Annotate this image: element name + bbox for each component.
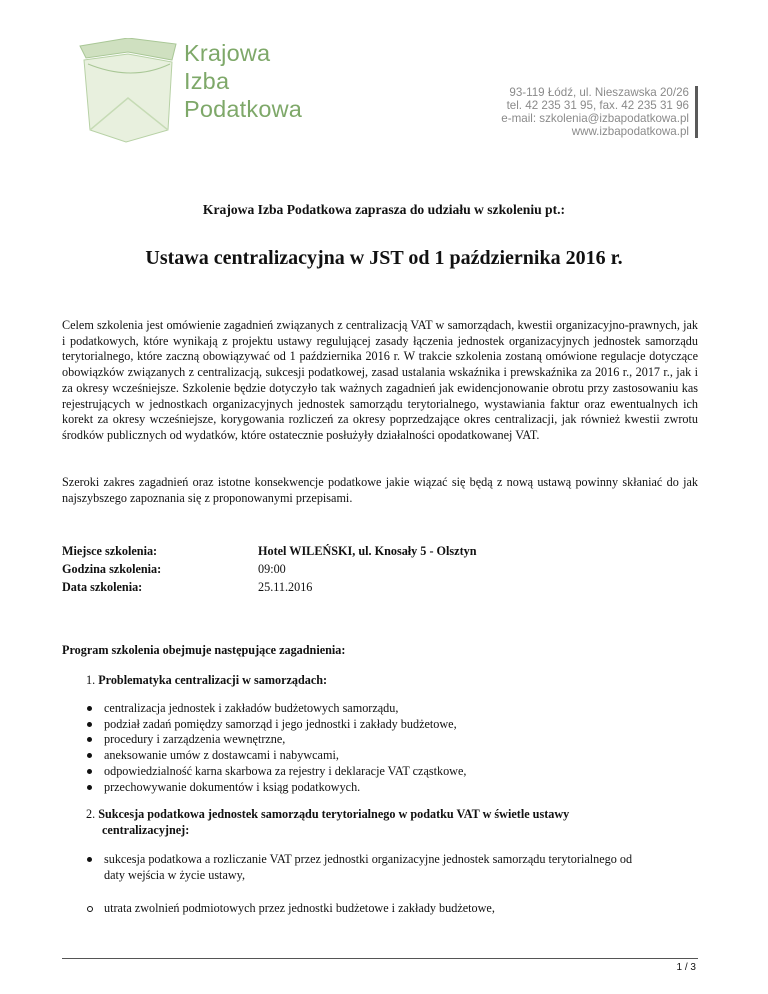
section-2-sublist [86,901,706,917]
kip-logo [76,38,316,148]
logo-envelope-icon [76,38,196,148]
bullet-icon [87,785,92,790]
detail-row-date [62,578,477,596]
hollow-bullet-icon [87,906,93,912]
list-item: centralizacja jednostek i zakładów budżetowych samorządu, [86,701,706,717]
place-value: Hotel WILEŃSKI, ul. Knosały 5 - Olsztyn [258,544,477,558]
list-item: procedury i zarządzenia wewnętrzne, [86,732,706,748]
contact-website[interactable]: www.izbapodatkowa.pl [571,125,689,138]
logo-text-line1: Krajowa [184,40,271,66]
list-item-text-line2: daty wejścia w życie ustawy, [104,867,246,882]
section-1-list [86,701,706,795]
contact-block [501,86,698,138]
contact-address: 93-119 Łódź, ul. Nieszawska 20/26 [509,86,689,99]
program-heading: Program szkolenia obejmuje następujące zagadnienia: [62,643,346,657]
list-item [86,852,706,883]
date-label: Data szkolenia: [62,580,143,594]
bullet-icon [87,857,92,862]
training-title: Ustawa centralizacyjna w JST od 1 października 2016 r. [145,247,623,269]
footer-divider [62,958,698,959]
bullet-icon [87,722,92,727]
logo-text-line2: Izba [184,68,230,94]
invitation-line: Krajowa Izba Podatkowa zaprasza do udziału w szkoleniu pt.: [202,202,566,217]
section-1-title: Problematyka centralizacji w samorządach: [98,673,328,687]
section-1-heading [86,673,686,689]
bullet-icon [87,737,92,742]
detail-row-time [62,560,477,578]
detail-row-place [62,542,477,560]
list-item: aneksowanie umów z dostawcami i nabywcami, [86,748,706,764]
section-2-title-line2: centralizacyjnej: [102,822,190,837]
section-1-number: 1. [86,673,96,687]
bullet-icon [87,706,92,711]
description-paragraph-1: Celem szkolenia jest omówienie zagadnień związanych z centralizacją VAT w samorządach, kwestii organizacyjno-prawnych, jak i podatkowych, które wynikają z projektu ustawy regulującej zasady łączenia jednostek organizacyjnych jednostek samorządu terytorialnego, które zaczną obowiązywać od 1 października 2016 r. W trakcie szkolenia zostaną omówione regulacje dotyczące obowiązków związanych z centralizacją, sukcesji podatkowej, zasad ustalania wskaźnika i prewskaźnika za 2016 r., 2017 r., jak i za okresy wcześniejsze. Szkolenie będzie dotyczyło tak ważnych zagadnień jak ewidencjonowanie obrotu przy zastosowaniu kas rejestrujących w jednostkach organizacyjnych jednostek samorządu terytorialnego, wystawiania faktur oraz ewentualnych ich korekt za okresy wcześniejsze, korygowania rozliczeń za okresy poprzedzające okres centralizacji, jak również kwestii zwrotu środków publicznych od wydatków, które ostatecznie posłużyły działalności opodatkowanej VAT. [62,318,698,442]
section-2-list [86,852,706,883]
list-item: przechowywanie dokumentów i ksiąg podatkowych. [86,780,706,796]
bullet-icon [87,753,92,758]
date-value: 25.11.2016 [258,580,313,594]
time-label: Godzina szkolenia: [62,562,162,576]
training-details [62,542,477,596]
logo-text-line3: Podatkowa [184,96,303,122]
section-2-title-line1: Sukcesja podatkowa jednostek samorządu terytorialnego w podatku VAT w świetle ustawy [98,807,570,821]
section-2-number: 2. [86,807,96,821]
description-paragraph-2: Szeroki zakres zagadnień oraz istotne konsekwencje podatkowe jakie wiązać się będą z nową ustawą powinny skłaniać do jak najszybszego zapoznania się z proponowanymi przepisami. [62,475,698,505]
list-item: podział zadań pomiędzy samorząd i jego jednostki i zakłady budżetowe, [86,717,706,733]
contact-email[interactable]: e-mail: szkolenia@izbapodatkowa.pl [501,112,689,125]
place-label: Miejsce szkolenia: [62,544,158,558]
bullet-icon [87,769,92,774]
list-item: utrata zwolnień podmiotowych przez jednostki budżetowe i zakłady budżetowe, [86,901,706,917]
section-2-heading [86,807,686,838]
page-number: 1 / 3 [676,962,696,973]
list-item-text-line1: sukcesja podatkowa a rozliczanie VAT przez jednostki organizacyjne jednostek samorządu terytorialnego od [104,852,633,866]
time-value: 09:00 [258,562,286,576]
list-item: odpowiedzialność karna skarbowa za rejestry i deklaracje VAT cząstkowe, [86,764,706,780]
contact-phone: tel. 42 235 31 95, fax. 42 235 31 96 [506,99,689,112]
